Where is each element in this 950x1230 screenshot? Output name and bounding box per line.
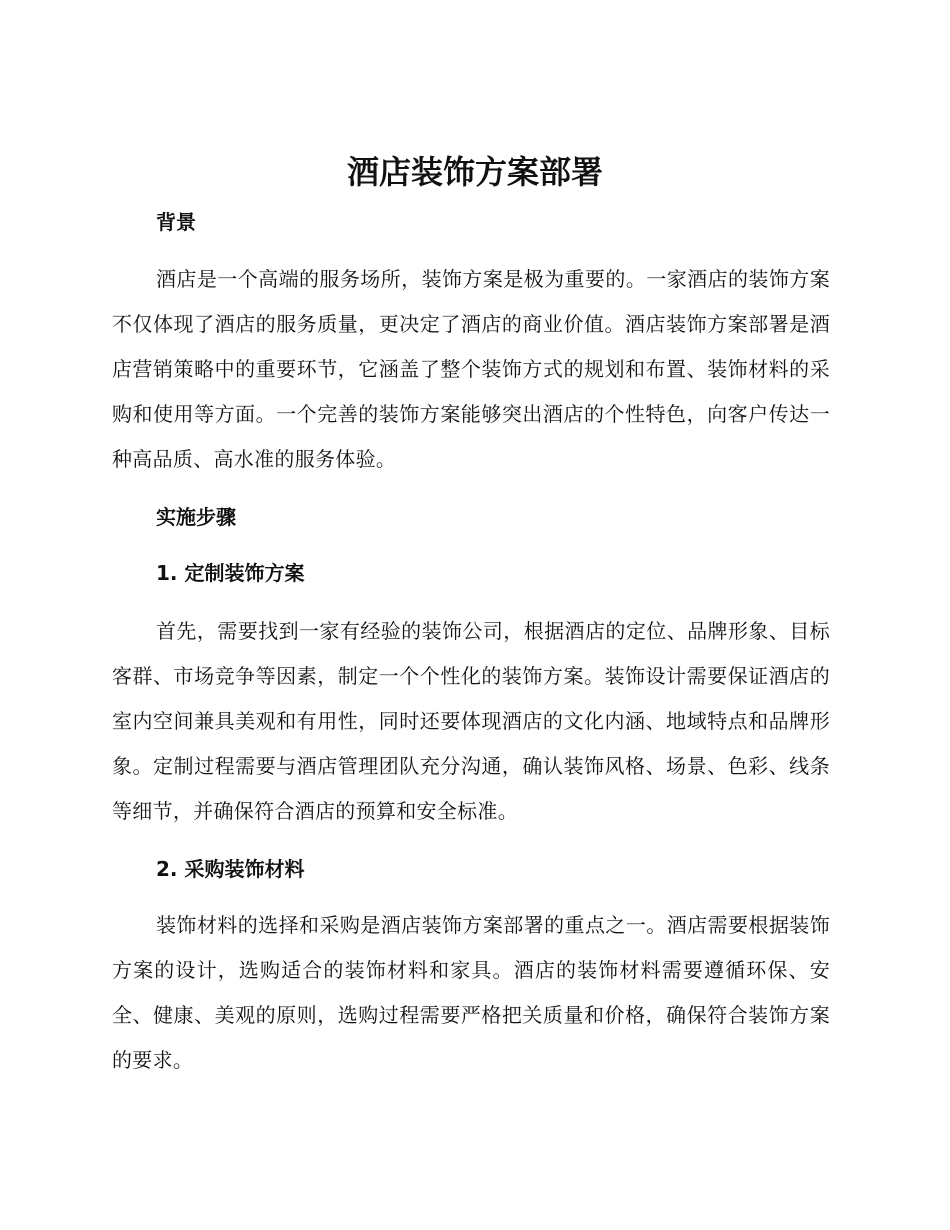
paragraph-custom-design: 首先，需要找到一家有经验的装饰公司，根据酒店的定位、品牌形象、目标客群、市场竞争等因素，制定一个个性化的装饰方案。装饰设计需要保证酒店的室内空间兼具美观和有用性，同时还要体现酒店的文化内涵、地域特点和品牌形象。定制过程需要与酒店管理团队充分沟通，确认装饰风格、场景、色彩、线条等细节，并确保符合酒店的预算和安全标准。 <box>112 619 830 823</box>
section-heading-custom-design: 1. 定制装饰方案 <box>156 561 305 585</box>
section-heading-implementation-steps: 实施步骤 <box>156 505 236 529</box>
paragraph-background: 酒店是一个高端的服务场所，装饰方案是极为重要的。一家酒店的装饰方案不仅体现了酒店的服务质量，更决定了酒店的商业价值。酒店装饰方案部署是酒店营销策略中的重要环节，它涵盖了整个装饰方式的规划和布置、装饰材料的采购和使用等方面。一个完善的装饰方案能够突出酒店的个性特色，向客户传达一种高品质、高水准的服务体验。 <box>112 267 830 471</box>
document-title: 酒店装饰方案部署 <box>346 153 603 191</box>
section-heading-background: 背景 <box>156 210 196 234</box>
section-heading-procure-materials: 2. 采购装饰材料 <box>156 857 305 881</box>
paragraph-procure-materials: 装饰材料的选择和采购是酒店装饰方案部署的重点之一。酒店需要根据装饰方案的设计，选购适合的装饰材料和家具。酒店的装饰材料需要遵循环保、安全、健康、美观的原则，选购过程需要严格把关质量和价格，确保符合装饰方案的要求。 <box>112 913 830 1072</box>
